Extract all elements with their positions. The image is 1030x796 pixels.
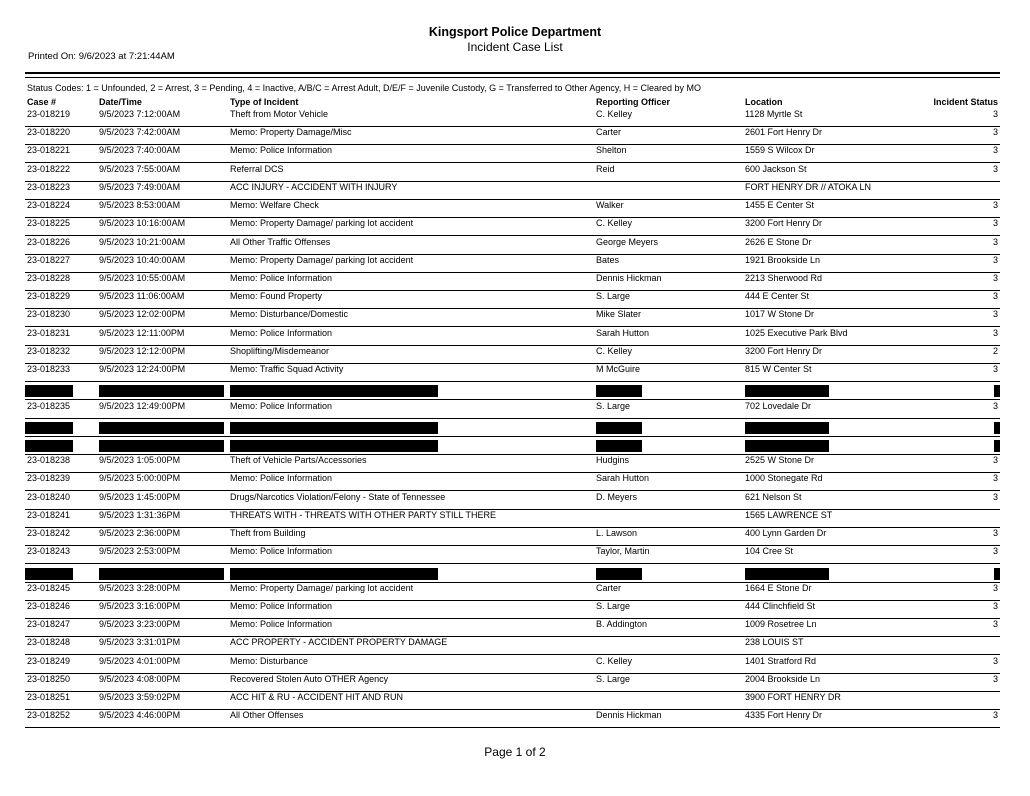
cell-type: Theft from Motor Vehicle	[230, 109, 329, 119]
redaction-block	[994, 385, 1000, 397]
cell-type: Memo: Disturbance/Domestic	[230, 309, 349, 320]
cell-officer: Carter	[596, 127, 622, 138]
cell-location: 2626 E Stone Dr	[745, 236, 812, 247]
column-header-date: Date/Time	[99, 97, 142, 107]
table-row	[0, 674, 1030, 692]
cell-case: 23-018229	[27, 291, 71, 302]
cell-officer: C. Kelley	[596, 345, 633, 356]
redaction-block	[596, 385, 642, 397]
cell-date: 9/5/2023 1:05:00PM	[99, 455, 181, 466]
cell-officer: C. Kelley	[596, 109, 633, 119]
cell-case: 23-018219	[27, 109, 71, 119]
cell-type: Memo: Found Property	[230, 291, 323, 302]
cell-date: 9/5/2023 12:02:00PM	[99, 309, 186, 320]
table-row	[0, 309, 1030, 327]
cell-case: 23-018248	[27, 637, 71, 648]
table-row	[0, 601, 1030, 619]
cell-status: 3	[992, 272, 998, 283]
cell-type: Memo: Police Information	[230, 327, 333, 338]
redaction-block	[994, 422, 1000, 434]
column-header-type: Type of Incident	[230, 97, 299, 107]
table-row	[0, 473, 1030, 491]
redaction-block	[99, 568, 224, 580]
cell-location: 1455 E Center St	[745, 200, 815, 211]
table-row	[0, 291, 1030, 309]
cell-date: 9/5/2023 10:55:00AM	[99, 272, 186, 283]
cell-status: 3	[992, 528, 998, 539]
cell-case: 23-018221	[27, 145, 71, 156]
cell-officer: M McGuire	[596, 364, 641, 375]
redaction-block	[596, 440, 642, 452]
cell-type: ACC HIT & RU - ACCIDENT HIT AND RUN	[230, 692, 404, 703]
cell-case: 23-018242	[27, 528, 71, 539]
table-row	[0, 346, 1030, 364]
cell-status: 3	[992, 582, 998, 593]
cell-location: 2525 W Stone Dr	[745, 455, 815, 466]
redaction-block	[596, 568, 642, 580]
cell-date: 9/5/2023 10:40:00AM	[99, 254, 186, 265]
cell-status: 3	[992, 600, 998, 611]
cell-type: Memo: Police Information	[230, 546, 333, 557]
cell-case: 23-018251	[27, 692, 71, 703]
cell-date: 9/5/2023 7:12:00AM	[99, 109, 181, 119]
cell-officer: Taylor, Martin	[596, 546, 650, 557]
redaction-block	[745, 422, 829, 434]
cell-date: 9/5/2023 7:40:00AM	[99, 145, 181, 156]
cell-case: 23-018224	[27, 200, 71, 211]
column-header-officer: Reporting Officer	[596, 97, 671, 107]
cell-location: 1009 Rosetree Ln	[745, 619, 817, 630]
cell-status: 3	[992, 327, 998, 338]
cell-type: All Other Traffic Offenses	[230, 236, 331, 247]
cell-case: 23-018249	[27, 655, 71, 666]
cell-officer: Bates	[596, 254, 620, 265]
cell-status: 3	[992, 400, 998, 411]
table-row	[0, 364, 1030, 382]
cell-date: 9/5/2023 4:08:00PM	[99, 673, 181, 684]
cell-location: 3200 Fort Henry Dr	[745, 345, 823, 356]
cell-location: 444 Clinchfield St	[745, 600, 816, 611]
table-row	[0, 200, 1030, 218]
row-divider	[25, 727, 1000, 728]
cell-officer: C. Kelley	[596, 655, 633, 666]
cell-type: Memo: Police Information	[230, 473, 333, 484]
cell-status: 3	[992, 455, 998, 466]
redacted-row	[0, 437, 1030, 455]
cell-officer: Carter	[596, 582, 622, 593]
cell-status: 3	[992, 163, 998, 174]
cell-status: 3	[992, 309, 998, 320]
cell-type: ACC PROPERTY - ACCIDENT PROPERTY DAMAGE	[230, 637, 448, 648]
table-row	[0, 255, 1030, 273]
cell-date: 9/5/2023 2:36:00PM	[99, 528, 181, 539]
cell-location: 1559 S Wilcox Dr	[745, 145, 815, 156]
cell-location: 104 Cree St	[745, 546, 794, 557]
cell-type: Memo: Police Information	[230, 145, 333, 156]
cell-type: THREATS WITH - THREATS WITH OTHER PARTY STILL THERE	[230, 509, 497, 520]
cell-date: 9/5/2023 12:12:00PM	[99, 345, 186, 356]
cell-location: 1128 Myrtle St	[745, 109, 803, 119]
cell-type: Memo: Police Information	[230, 600, 333, 611]
cell-type: Memo: Welfare Check	[230, 200, 319, 211]
cell-date: 9/5/2023 12:11:00PM	[99, 327, 185, 338]
cell-date: 9/5/2023 12:24:00PM	[99, 364, 186, 375]
cell-officer: George Meyers	[596, 236, 659, 247]
cell-officer: S. Large	[596, 600, 631, 611]
cell-date: 9/5/2023 1:31:36PM	[99, 509, 181, 520]
column-header-location: Location	[745, 97, 783, 107]
cell-date: 9/5/2023 5:00:00PM	[99, 473, 181, 484]
cell-date: 9/5/2023 7:49:00AM	[99, 181, 181, 192]
cell-officer: C. Kelley	[596, 218, 633, 229]
cell-officer: Mike Slater	[596, 309, 642, 320]
cell-type: Memo: Property Damage/ parking lot accident	[230, 218, 414, 229]
table-row	[0, 528, 1030, 546]
table-row	[0, 492, 1030, 510]
cell-case: 23-018240	[27, 491, 71, 502]
cell-location: 444 E Center St	[745, 291, 810, 302]
cell-type: Recovered Stolen Auto OTHER Agency	[230, 673, 389, 684]
cell-location: 3900 FORT HENRY DR	[745, 692, 841, 703]
cell-status: 3	[992, 236, 998, 247]
cell-type: Memo: Police Information	[230, 400, 333, 411]
cell-case: 23-018230	[27, 309, 71, 320]
column-header-case: Case #	[27, 97, 57, 107]
cell-location: FORT HENRY DR // ATOKA LN	[745, 181, 872, 192]
redacted-row	[0, 565, 1030, 583]
table-row	[0, 619, 1030, 637]
table-row	[0, 273, 1030, 291]
redaction-block	[99, 422, 224, 434]
cell-location: 4335 Fort Henry Dr	[745, 710, 823, 721]
table-row	[0, 237, 1030, 255]
cell-location: 621 Nelson St	[745, 491, 802, 502]
cell-date: 9/5/2023 7:42:00AM	[99, 127, 181, 138]
cell-status: 3	[992, 200, 998, 211]
cell-status: 3	[992, 710, 998, 721]
table-row	[0, 656, 1030, 674]
cell-case: 23-018247	[27, 619, 71, 630]
page-number: Page 1 of 2	[484, 745, 546, 759]
cell-date: 9/5/2023 11:06:00AM	[99, 291, 185, 302]
cell-date: 9/5/2023 3:59:02PM	[99, 692, 181, 703]
redaction-block	[745, 568, 829, 580]
cell-type: Drugs/Narcotics Violation/Felony - State of Tennessee	[230, 491, 446, 502]
cell-officer: S. Large	[596, 291, 631, 302]
table-row	[0, 455, 1030, 473]
cell-status: 3	[992, 218, 998, 229]
cell-case: 23-018252	[27, 710, 71, 721]
cell-location: 815 W Center St	[745, 364, 812, 375]
redaction-block	[99, 385, 224, 397]
cell-case: 23-018231	[27, 327, 71, 338]
redaction-block	[994, 568, 1000, 580]
cell-date: 9/5/2023 7:55:00AM	[99, 163, 181, 174]
cell-date: 9/5/2023 1:45:00PM	[99, 491, 181, 502]
cell-date: 9/5/2023 10:16:00AM	[99, 218, 186, 229]
redaction-block	[596, 422, 642, 434]
cell-type: Shoplifting/Misdemeanor	[230, 345, 330, 356]
cell-case: 23-018227	[27, 254, 71, 265]
cell-case: 23-018246	[27, 600, 71, 611]
cell-location: 702 Lovedale Dr	[745, 400, 812, 411]
cell-location: 1565 LAWRENCE ST	[745, 509, 833, 520]
cell-case: 23-018225	[27, 218, 71, 229]
table-row	[0, 637, 1030, 655]
cell-status: 3	[992, 473, 998, 484]
cell-case: 23-018245	[27, 582, 71, 593]
cell-status: 3	[992, 673, 998, 684]
cell-officer: Sarah Hutton	[596, 473, 650, 484]
cell-location: 1017 W Stone Dr	[745, 309, 815, 320]
table-row	[0, 109, 1030, 127]
cell-status: 3	[992, 109, 998, 119]
cell-date: 9/5/2023 8:53:00AM	[99, 200, 181, 211]
cell-location: 2004 Brookside Ln	[745, 673, 821, 684]
table-row	[0, 401, 1030, 419]
cell-location: 3200 Fort Henry Dr	[745, 218, 823, 229]
printed-on: Printed On: 9/6/2023 at 7:21:44AM	[28, 51, 175, 62]
cell-officer: Reid	[596, 163, 615, 174]
cell-date: 9/5/2023 3:16:00PM	[99, 600, 181, 611]
cell-case: 23-018220	[27, 127, 71, 138]
cell-date: 9/5/2023 3:23:00PM	[99, 619, 181, 630]
redacted-row	[0, 382, 1030, 400]
redaction-block	[230, 422, 438, 434]
cell-case: 23-018226	[27, 236, 71, 247]
cell-location: 1025 Executive Park Blvd	[745, 327, 848, 338]
cell-location: 2213 Sherwood Rd	[745, 272, 823, 283]
cell-officer: D. Meyers	[596, 491, 638, 502]
cell-officer: Sarah Hutton	[596, 327, 650, 338]
cell-location: 1921 Brookside Ln	[745, 254, 821, 265]
table-row	[0, 182, 1030, 200]
cell-type: All Other Offenses	[230, 710, 304, 721]
redaction-block	[25, 568, 73, 580]
report-subtitle: Incident Case List	[467, 40, 563, 54]
cell-status: 3	[992, 364, 998, 375]
cell-status: 3	[992, 291, 998, 302]
table-row	[0, 328, 1030, 346]
cell-officer: Hudgins	[596, 455, 630, 466]
redaction-block	[99, 440, 224, 452]
table-row	[0, 692, 1030, 710]
cell-status: 3	[992, 619, 998, 630]
cell-status: 3	[992, 254, 998, 265]
cell-officer: S. Large	[596, 673, 631, 684]
cell-case: 23-018241	[27, 509, 71, 520]
table-row	[0, 583, 1030, 601]
table-row	[0, 510, 1030, 528]
cell-location: 400 Lynn Garden Dr	[745, 528, 827, 539]
redaction-block	[745, 385, 829, 397]
cell-type: Theft of Vehicle Parts/Accessories	[230, 455, 367, 466]
cell-date: 9/5/2023 2:53:00PM	[99, 546, 181, 557]
table-row	[0, 546, 1030, 564]
cell-officer: Shelton	[596, 145, 627, 156]
cell-location: 1000 Stonegate Rd	[745, 473, 823, 484]
table-row	[0, 145, 1030, 163]
cell-case: 23-018228	[27, 272, 71, 283]
cell-case: 23-018250	[27, 673, 71, 684]
redaction-block	[230, 568, 438, 580]
cell-officer: L. Lawson	[596, 528, 638, 539]
redaction-block	[230, 440, 438, 452]
cell-location: 1401 Stratford Rd	[745, 655, 817, 666]
cell-case: 23-018238	[27, 455, 71, 466]
cell-location: 1664 E Stone Dr	[745, 582, 812, 593]
cell-case: 23-018232	[27, 345, 71, 356]
cell-status: 3	[992, 546, 998, 557]
report-title: Kingsport Police Department	[428, 25, 602, 39]
column-header-status: Incident Status	[933, 97, 998, 107]
cell-date: 9/5/2023 4:01:00PM	[99, 655, 181, 666]
cell-type: Memo: Police Information	[230, 272, 333, 283]
cell-case: 23-018239	[27, 473, 71, 484]
cell-officer: Walker	[596, 200, 624, 211]
cell-officer: Dennis Hickman	[596, 710, 662, 721]
cell-date: 9/5/2023 12:49:00PM	[99, 400, 186, 411]
cell-date: 9/5/2023 10:21:00AM	[99, 236, 186, 247]
cell-location: 600 Jackson St	[745, 163, 807, 174]
cell-type: Memo: Disturbance	[230, 655, 309, 666]
cell-location: 2601 Fort Henry Dr	[745, 127, 823, 138]
cell-date: 9/5/2023 4:46:00PM	[99, 710, 181, 721]
cell-type: Memo: Police Information	[230, 619, 333, 630]
redaction-block	[745, 440, 829, 452]
cell-type: Memo: Property Damage/ parking lot accident	[230, 254, 414, 265]
redaction-block	[25, 422, 73, 434]
cell-date: 9/5/2023 3:28:00PM	[99, 582, 181, 593]
table-row	[0, 710, 1030, 728]
table-row	[0, 164, 1030, 182]
cell-status: 3	[992, 655, 998, 666]
cell-case: 23-018233	[27, 364, 71, 375]
status-codes-legend: Status Codes: 1 = Unfounded, 2 = Arrest, 3 = Pending, 4 = Inactive, A/B/C = Arrest Adult, D/E/F = Juvenile Custody, G = Transferred to Other Agency, H = Cleared by MO	[27, 83, 702, 93]
cell-officer: Dennis Hickman	[596, 272, 662, 283]
cell-status: 3	[992, 127, 998, 138]
cell-case: 23-018243	[27, 546, 71, 557]
cell-location: 238 LOUIS ST	[745, 637, 804, 648]
cell-status: 3	[992, 145, 998, 156]
table-row	[0, 218, 1030, 236]
table-row	[0, 127, 1030, 145]
cell-type: Memo: Traffic Squad Activity	[230, 364, 344, 375]
cell-type: ACC INJURY - ACCIDENT WITH INJURY	[230, 181, 398, 192]
redaction-block	[25, 440, 73, 452]
cell-case: 23-018223	[27, 181, 71, 192]
cell-type: Theft from Building	[230, 528, 306, 539]
cell-type: Memo: Property Damage/Misc	[230, 127, 352, 138]
cell-status: 3	[992, 491, 998, 502]
redaction-block	[230, 385, 438, 397]
cell-case: 23-018222	[27, 163, 71, 174]
cell-type: Memo: Property Damage/ parking lot accident	[230, 582, 414, 593]
redaction-block	[25, 385, 73, 397]
redaction-block	[994, 440, 1000, 452]
cell-date: 9/5/2023 3:31:01PM	[99, 637, 181, 648]
redacted-row	[0, 419, 1030, 437]
cell-type: Referral DCS	[230, 163, 284, 174]
cell-case: 23-018235	[27, 400, 71, 411]
cell-status: 2	[992, 345, 998, 356]
cell-officer: B. Addington	[596, 619, 648, 630]
cell-officer: S. Large	[596, 400, 631, 411]
